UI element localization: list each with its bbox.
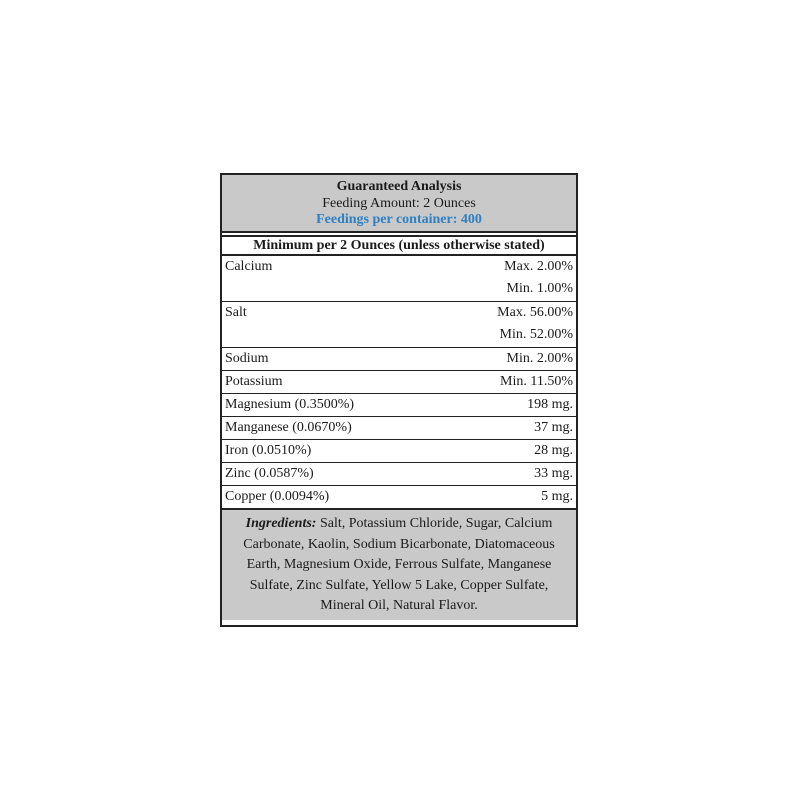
nutrient-name: Calcium xyxy=(225,259,273,274)
ingredients-section xyxy=(222,509,576,620)
nutrient-name: Sodium xyxy=(225,351,269,366)
nutrient-value: 28 mg. xyxy=(534,443,573,458)
nutrient-name: Magnesium (0.3500%) xyxy=(225,397,355,412)
nutrient-row-sodium xyxy=(222,348,576,371)
feeding-amount: Feeding Amount: 2 Ounces xyxy=(322,195,476,211)
guaranteed-analysis-label xyxy=(220,173,578,627)
nutrient-value: Min. 1.00% xyxy=(506,281,573,296)
nutrient-row-salt xyxy=(222,302,576,348)
nutrient-value: 33 mg. xyxy=(534,466,573,481)
nutrient-values xyxy=(504,256,573,301)
nutrient-value: 198 mg. xyxy=(527,397,573,412)
nutrient-name: Copper (0.0094%) xyxy=(225,489,330,504)
nutrient-name: Salt xyxy=(225,305,247,320)
nutrient-row-zinc xyxy=(222,463,576,486)
minimum-per-header: Minimum per 2 Ounces (unless otherwise stated) xyxy=(222,235,576,256)
nutrient-row-potassium xyxy=(222,371,576,394)
nutrient-value: 5 mg. xyxy=(541,489,573,504)
nutrient-row-manganese xyxy=(222,417,576,440)
nutrient-value: Min. 2.00% xyxy=(506,351,573,366)
nutrient-row-iron xyxy=(222,440,576,463)
feedings-per-container: Feedings per container: 400 xyxy=(316,212,482,227)
ingredients-label: Ingredients: xyxy=(245,516,317,531)
nutrient-name: Potassium xyxy=(225,374,283,389)
nutrient-value: Min. 52.00% xyxy=(499,327,573,342)
nutrient-value: Max. 2.00% xyxy=(504,259,573,274)
nutrient-name: Zinc (0.0587%) xyxy=(225,466,314,481)
nutrient-row-copper xyxy=(222,486,576,509)
nutrient-name: Manganese (0.0670%) xyxy=(225,420,352,435)
nutrient-name: Iron (0.0510%) xyxy=(225,443,312,458)
nutrient-row-magnesium xyxy=(222,394,576,417)
label-title: Guaranteed Analysis xyxy=(336,179,462,194)
nutrient-value: Max. 56.00% xyxy=(497,305,573,320)
nutrient-value: 37 mg. xyxy=(534,420,573,435)
ingredients-text: Salt, Potassium Chloride, Sugar, Calcium Carbonate, Kaolin, Sodium Bicarbonate, Diatomaceous Earth, Magnesium Oxide, Ferrous Sulfate, Manganese Sulfate, Zinc Sulfate, Yellow 5 Lake, Copper Sulfate, Mineral Oil, Natural Flavor. xyxy=(243,516,555,613)
nutrient-row-calcium xyxy=(222,256,576,302)
nutrient-value: Min. 11.50% xyxy=(500,374,573,389)
nutrient-values xyxy=(497,302,573,347)
label-header xyxy=(222,175,576,233)
